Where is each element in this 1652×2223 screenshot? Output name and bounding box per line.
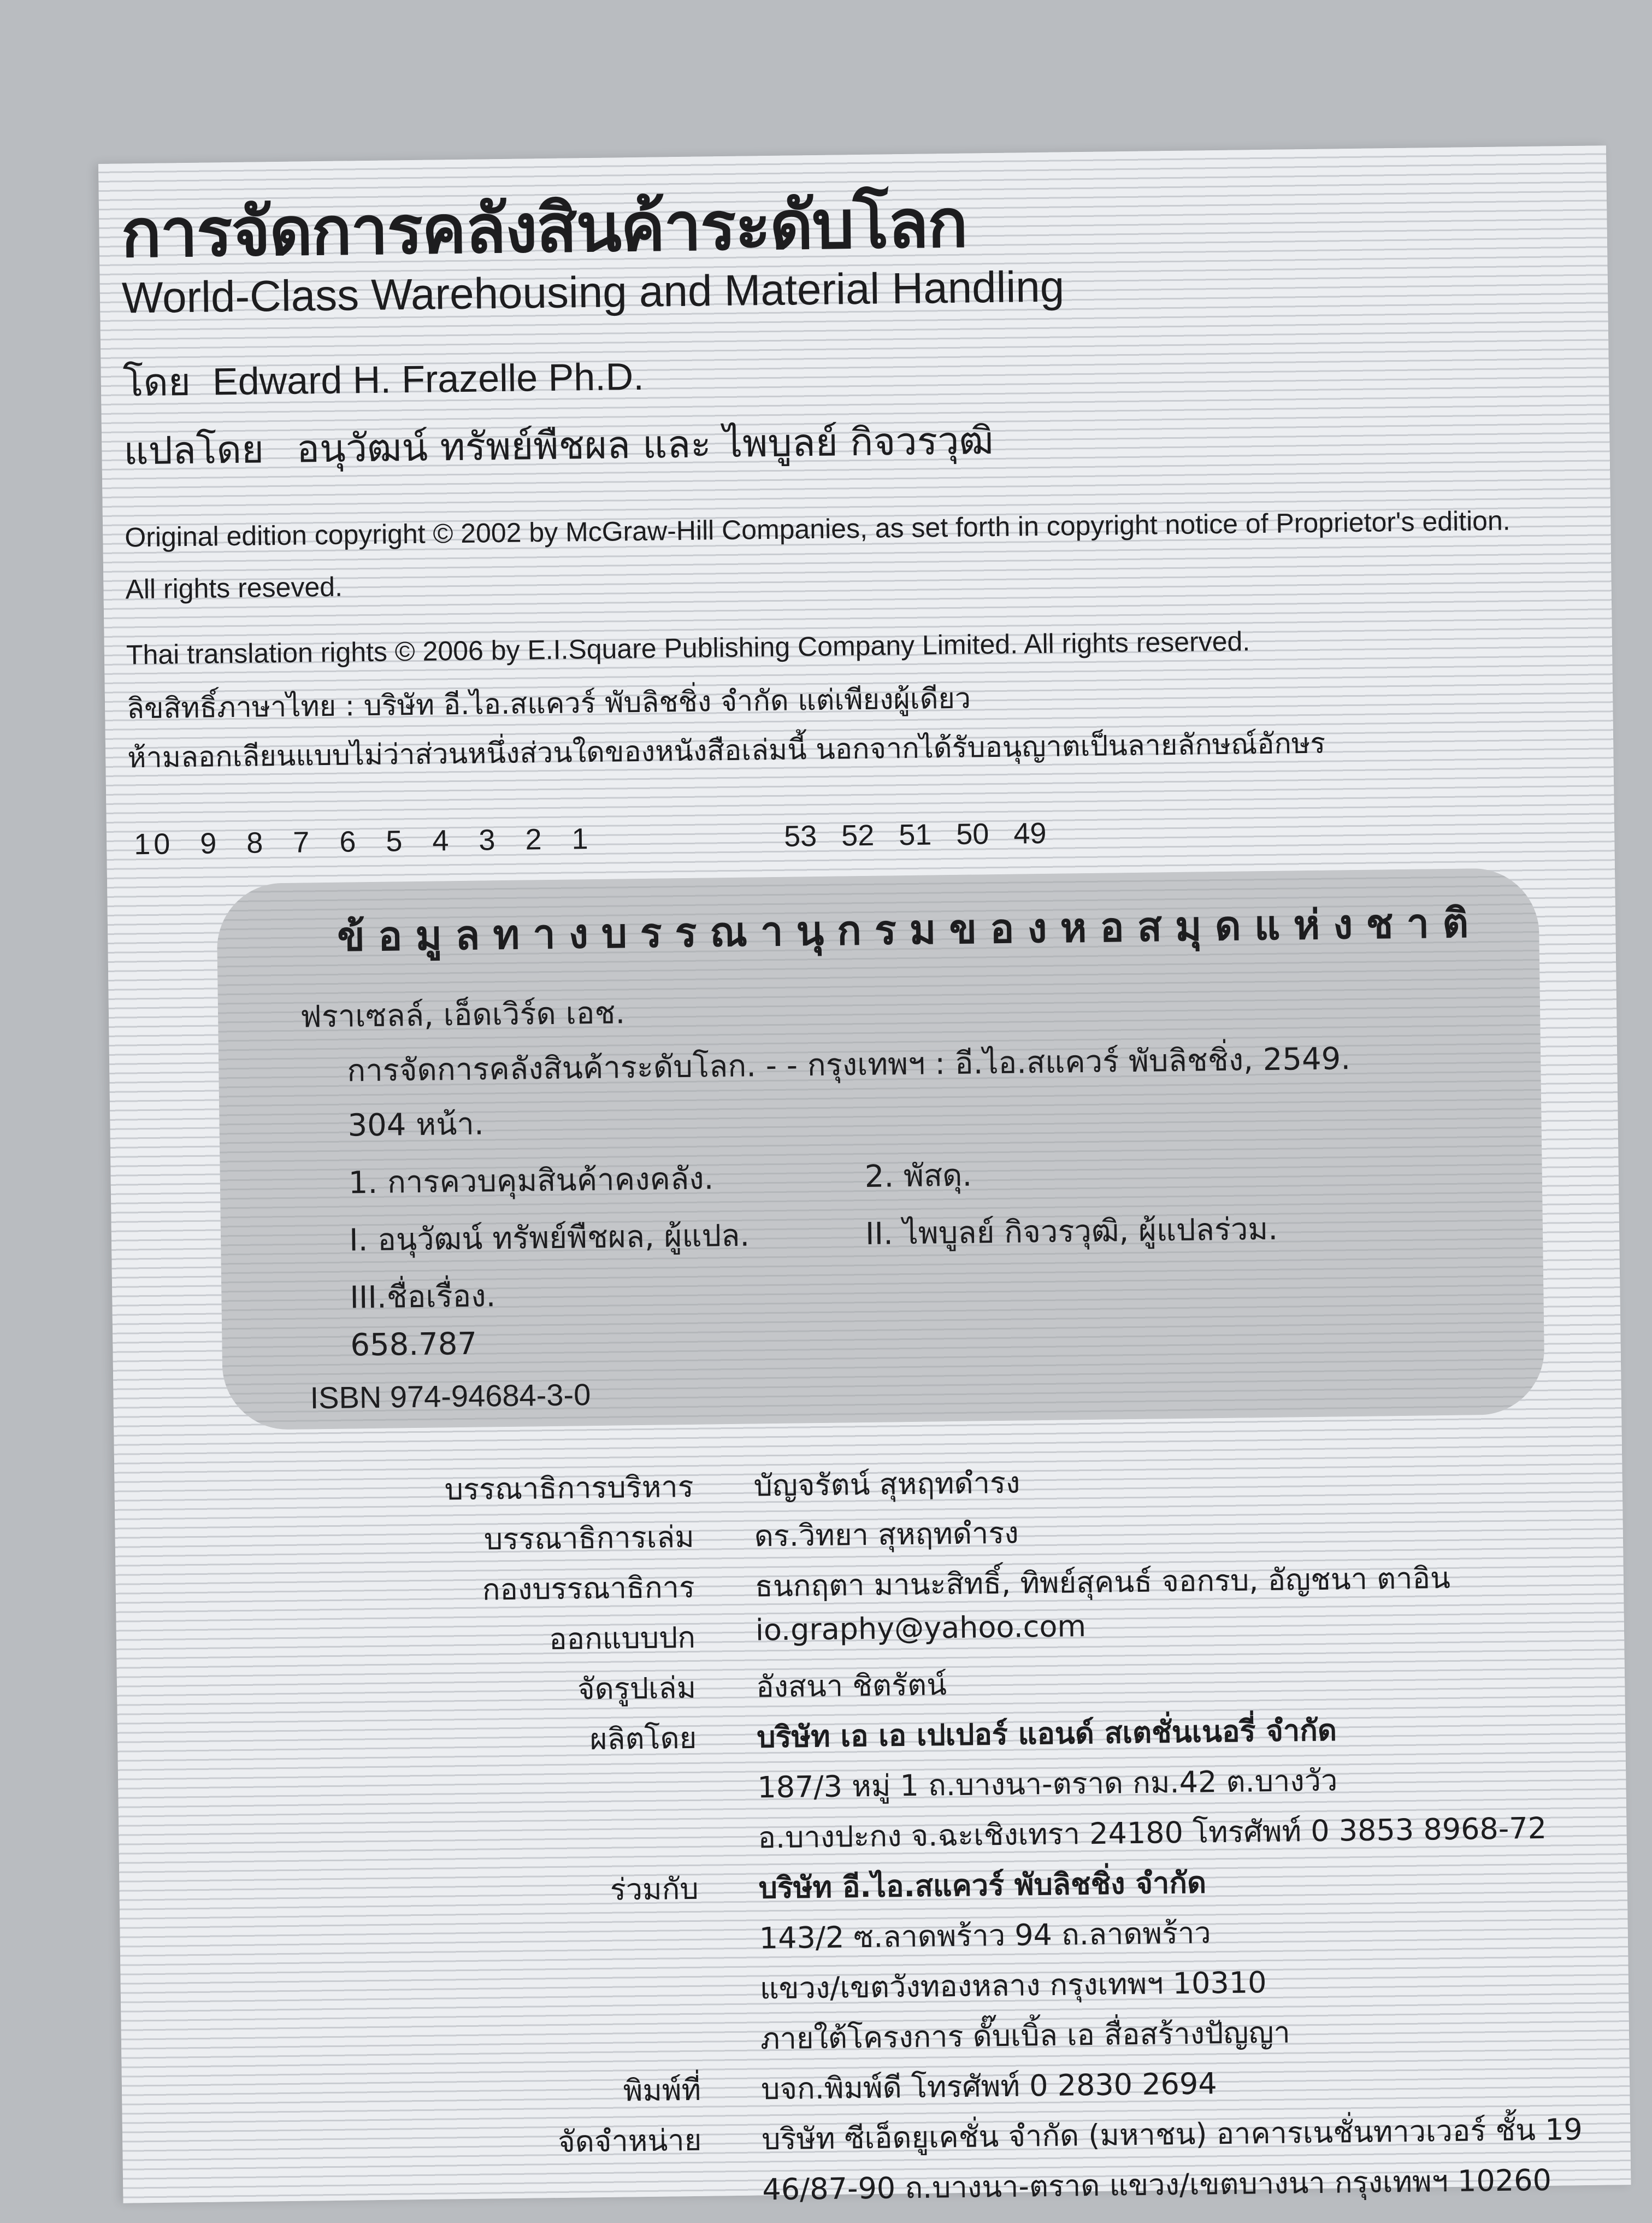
cip-title-entry: III.ชื่อเรื่อง. xyxy=(349,1278,496,1316)
author-label: โดย xyxy=(122,359,191,405)
credit-label: ร่วมกับ xyxy=(610,1871,699,1907)
credit-value: ธนกฤตา มานะสิทธิ์, ทิพย์สุคนธ์ จอกรบ, อัญชนา ตาอิน xyxy=(754,1560,1451,1604)
credit-value: บริษัท ซีเอ็ดยูเคชั่น จำกัด (มหาชน) อาคารเนชั่นทาวเวอร์ ชั้น 19 xyxy=(761,2112,1583,2157)
credit-value: บริษัท เอ เอ เปเปอร์ แอนด์ สเตชั่นเนอรี่ จำกัด xyxy=(756,1713,1337,1755)
cip-subject-2: 2. พัสดุ. xyxy=(864,1157,972,1195)
cip-isbn: ISBN 974-94684-3-0 xyxy=(310,1377,591,1415)
credit-value: อ.บางปะกง จ.ฉะเชิงเทรา 24180 โทรศัพท์ 0 3853 8968-72 xyxy=(758,1810,1547,1855)
book-title-english: World-Class Warehousing and Material Handling xyxy=(121,262,1065,322)
credit-value: แขวง/เขตวังทองหลาง กรุงเทพฯ 10310 xyxy=(759,1965,1267,2006)
credit-label: ผลิตโดย xyxy=(589,1720,697,1757)
translator-line xyxy=(123,410,994,481)
translator-names: อนุวัฒน์ ทรัพย์พืชผล และ ไพบูลย์ กิจวรวุฒิ xyxy=(296,418,994,472)
credit-label: พิมพ์ที่ xyxy=(623,2072,701,2108)
credit-value: 143/2 ซ.ลาดพร้าว 94 ถ.ลาดพร้าว xyxy=(759,1915,1212,1956)
credit-label: จัดรูปเล่ม xyxy=(577,1670,697,1707)
credit-value: io.graphy@yahoo.com xyxy=(755,1609,1087,1648)
thai-rights-notice: ลิขสิทธิ์ภาษาไทย : บริษัท อี.ไอ.สแควร์ พับลิชชิ่ง จำกัด แต่เพียงผู้เดียว xyxy=(126,682,971,726)
translator-label: แปลโดย xyxy=(123,427,264,474)
credit-value: อังสนา ชิตรัตน์ xyxy=(756,1667,947,1704)
credit-label: กองบรรณาธิการ xyxy=(482,1569,695,1607)
cip-classification: 658.787 xyxy=(350,1326,477,1363)
credit-label: บรรณาธิการเล่ม xyxy=(483,1519,695,1557)
cip-title-line: การจัดการคลังสินค้าระดับโลก. - - กรุงเทพฯ : อี.ไอ.สแควร์ พับลิชชิ่ง, 2549. xyxy=(346,1041,1351,1089)
credit-value: ดร.วิทยา สุหฤทดำรง xyxy=(754,1515,1019,1554)
cip-added-entry-1: I. อนุวัฒน์ ทรัพย์พืชผล, ผู้แปล. xyxy=(349,1218,750,1258)
no-reprint-notice: ห้ามลอกเลียนแบบไม่ว่าส่วนหนึ่งส่วนใดของหนังสือเล่มนี้ นอกจากได้รับอนุญาตเป็นลายลักษณ์อักษร xyxy=(127,727,1326,775)
cip-subject-1: 1. การควบคุมสินค้าคงคลัง. xyxy=(348,1161,714,1201)
cip-added-entry-2: II. ไพบูลย์ กิจวรวุฒิ, ผู้แปลร่วม. xyxy=(865,1211,1278,1252)
all-rights-reserved: All rights reseved. xyxy=(125,571,343,605)
credit-value: บริษัท อี.ไอ.สแควร์ พับลิชชิ่ง จำกัด xyxy=(758,1865,1207,1906)
cip-author: ฟราเซลล์, เอ็ดเวิร์ด เอช. xyxy=(299,995,626,1035)
book-title-thai: การจัดการคลังสินค้าระดับโลก xyxy=(120,184,967,273)
printing-numbers-left: 10 9 8 7 6 5 4 3 2 1 xyxy=(133,822,592,861)
credits-list xyxy=(114,1451,1622,2207)
credit-value: ภายใต้โครงการ ดั๊บเบิ้ล เอ สื่อสร้างปัญญา xyxy=(760,2015,1291,2056)
thai-translation-rights: Thai translation rights © 2006 by E.I.Square Publishing Company Limited. All rights reserved. xyxy=(126,626,1250,671)
credit-label: ออกแบบปก xyxy=(548,1620,696,1657)
original-copyright: Original edition copyright © 2002 by McGraw-Hill Companies, as set forth in copyright notice of Proprietor's edition. xyxy=(125,505,1511,553)
credit-label: บรรณาธิการบริหาร xyxy=(444,1469,694,1507)
cip-title: ข้อมูลทางบรรณานุกรมของหอสมุดแห่งชาติ xyxy=(337,899,1482,961)
credit-value: 46/87-90 ถ.บางนา-ตราด แขวง/เขตบางนา กรุงเทพฯ 10260 xyxy=(762,2162,1552,2207)
credit-value: บจก.พิมพ์ดี โทรศัพท์ 0 2830 2694 xyxy=(760,2066,1218,2107)
book-page xyxy=(98,145,1631,2207)
author-line xyxy=(122,346,644,413)
author-name: Edward H. Frazelle Ph.D. xyxy=(212,355,645,403)
credit-value: 187/3 หมู่ 1 ถ.บางนา-ตราด กม.42 ต.บางวัว xyxy=(757,1763,1338,1805)
printing-numbers-right: 53 52 51 50 49 xyxy=(783,816,1047,853)
credit-label: จัดจำหน่าย xyxy=(557,2122,702,2159)
cataloging-in-publication-box xyxy=(216,868,1545,1430)
cip-pages: 304 หน้า. xyxy=(347,1106,485,1144)
credit-value: บัญจรัตน์ สุหฤทดำรง xyxy=(753,1465,1020,1503)
